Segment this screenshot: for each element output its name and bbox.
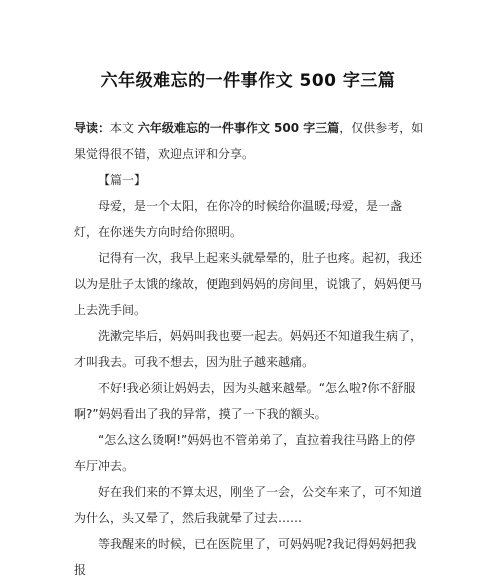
body-paragraph: 好在我们来的不算太迟，刚坐了一会，公交车来了，可不知道为什么，头又晕了，然后我就晕了过去…… <box>74 485 423 525</box>
body-paragraph: 洗漱完毕后，妈妈叫我也要一起去。妈妈还不知道我生病了，才叫我去。可我不想去，因为肚子越来越痛。 <box>74 329 423 369</box>
body-paragraph: 记得有一次，我早上起来头就晕晕的，肚子也疼。起初，我还以为是肚子太饿的缘故，便跑到妈妈的房间里，说饿了，妈妈便马上去洗手间。 <box>74 251 423 317</box>
body-paragraph: 不好!我必须让妈妈去，因为头越来越晕。“怎么啦?你不舒服啊?”妈妈看出了我的异常，摸了一下我的额头。 <box>74 381 416 421</box>
intro-post: ，仅供参考，如果觉得很不错，欢迎点评和分享。 <box>74 121 424 161</box>
body-paragraph: “怎么这么烫啊!”妈妈也不管弟弟了，直拉着我往马路上的停车厅冲去。 <box>74 433 416 473</box>
body-paragraph: 等我醒来的时候，已在医院里了，可妈妈呢?我记得妈妈把我报 <box>74 537 417 577</box>
body-paragraph: 母爱，是一个太阳，在你冷的时候给你温暖;母爱，是一盏灯，在你迷失方向时给你照明。 <box>74 199 403 239</box>
section-label: 【篇一】 <box>98 173 147 187</box>
intro-label: 导读： <box>74 121 111 135</box>
document-title: 六年级难忘的一件事作文 500 字三篇 <box>100 71 396 91</box>
document-body <box>74 115 426 583</box>
intro-bold-title: 六年级难忘的一件事作文 500 字三篇 <box>137 121 340 135</box>
intro-paragraph <box>74 115 426 167</box>
intro-pre: 本文 <box>110 121 138 135</box>
